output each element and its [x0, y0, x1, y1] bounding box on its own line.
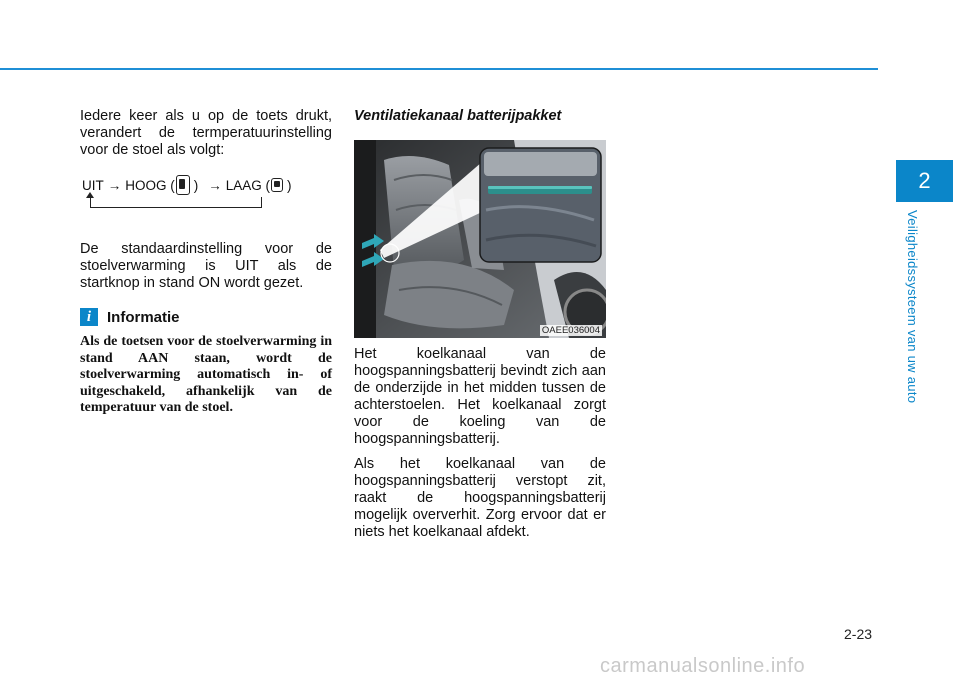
chapter-number-tab[interactable]: 2 [896, 160, 953, 202]
info-heading [80, 308, 332, 326]
seq-arrow-1: → [107, 177, 122, 193]
info-icon: i [80, 308, 98, 326]
seq-off-label: UIT [82, 177, 104, 193]
page-number: 2-23 [844, 626, 873, 642]
default-setting-paragraph: De standaardinstelling voor de stoelverwarming is UIT als de startknop in stand ON wordt gezet. [80, 241, 332, 291]
seq-high-close: ) [193, 177, 199, 193]
seat-heater-high-icon [176, 175, 190, 195]
info-body: Als de toetsen voor de stoelverwarming in stand AAN staan, wordt de stoelverwarming automatisch in- of uitgeschakeld, afhankelijk van de temperatuur van de stoel. [80, 334, 332, 415]
seq-arrow-2: → [208, 177, 222, 193]
seat-heater-low-icon [271, 178, 283, 192]
left-column [80, 108, 332, 417]
cooling-duct-paragraph-1: Het koelkanaal van de hoogspanningsbatterij bevindt zich aan de onderzijde in het midden tussen de achterstoelen. Het koelkanaal zorgt voor de koeling van de hoogspanningsbatterij. [354, 346, 606, 447]
chapter-title: Veiligheidssysteem van uw auto [905, 210, 920, 404]
heating-sequence [80, 175, 332, 225]
section-heading: Ventilatiekanaal batterijpakket [354, 108, 562, 124]
battery-vent-figure [354, 140, 606, 338]
return-arrow-icon [90, 197, 262, 208]
cooling-duct-paragraph-2: Als het koelkanaal van de hoogspanningsbatterij verstopt zit, raakt de hoogspanningsbatterij mogelijk oververhit. Zorg ervoor dat er niets het koelkanaal afdekt. [354, 456, 606, 540]
seq-low-close: ) [287, 177, 292, 193]
seq-high-label: HOOG ( [125, 177, 175, 193]
intro-paragraph: Iedere keer als u op de toets drukt, verandert de termperatuurinstelling voor de stoel als volgt: [80, 108, 332, 158]
header-rule [0, 68, 878, 70]
rear-seat-illustration [354, 140, 606, 338]
right-column [354, 108, 606, 541]
info-title: Informatie [107, 308, 180, 326]
watermark: carmanualsonline.info [600, 655, 806, 677]
seq-low-label: LAAG ( [225, 177, 271, 193]
figure-code: OAEE036004 [541, 325, 600, 336]
